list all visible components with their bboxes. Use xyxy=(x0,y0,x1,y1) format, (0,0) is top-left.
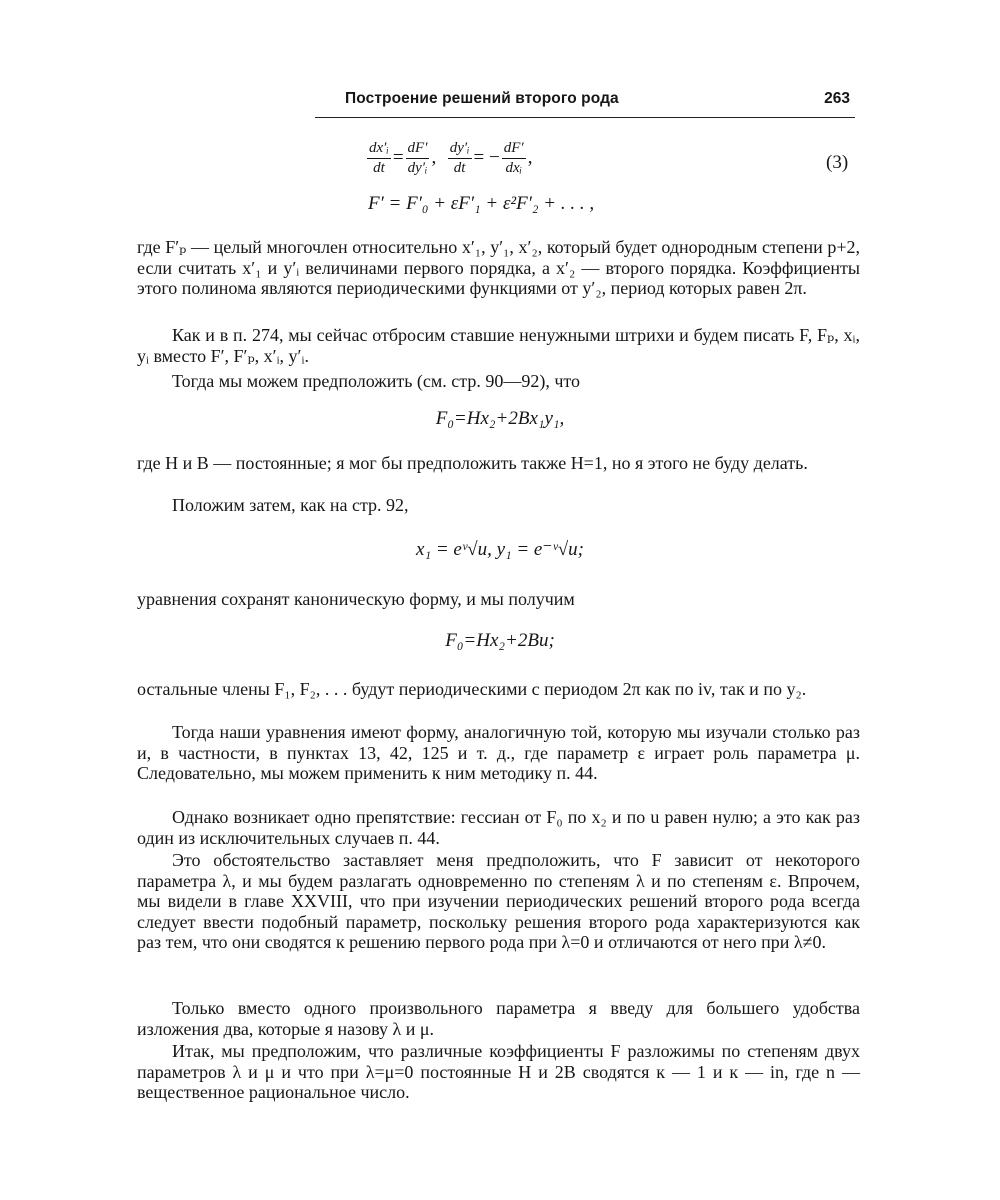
fraction xyxy=(367,140,391,177)
formula-substitution: x₁ = eᵛ√u, y₁ = e⁻ᵛ√u; xyxy=(416,539,584,560)
fraction-denominator: dy′ᵢ xyxy=(407,160,428,176)
formula-f0-second: F₀=Hx₂+2Bu; xyxy=(445,630,555,651)
paragraph: Только вместо одного произвольного параметра я введу для большего удобства изложения два, которые я назову λ и μ. xyxy=(137,998,860,1039)
equation-3-line-2: F′ = F′₀ + εF′₁ + ε²F′₂ + . . . , xyxy=(368,193,595,214)
paragraph: Положим затем, как на стр. 92, xyxy=(172,495,409,515)
equation-3-line-1: $\frac{\text{dx′ᵢ}}{dt}$ = $\frac{dF'}{\text{dy′ᵢ}}$ , $\frac{\text{dy′ᵢ}}{dt}$ = − $\frac{dF'}{\text{dxᵢ}}$ , xyxy=(369,140,533,176)
paragraph: Итак, мы предположим, что различные коэффициенты F разложимы по степеням двух параметров λ и μ и что при λ=μ=0 постоянные H и 2B сводятся к — 1 и к — in, где n — вещественное рациональное число. xyxy=(137,1041,860,1103)
paragraph: Тогда наши уравнения имеют форму, аналогичную той, которую мы изучали столько раз и, в частности, в пунктах 13, 42, 125 и т. д., где параметр ε играет роль параметра μ. Следовательно, мы можем применить к ним методику п. 44. xyxy=(137,722,860,784)
paragraph: Как и в п. 274, мы сейчас отбросим ставшие ненужными штрихи и будем писать F, Fₚ, xᵢ, yᵢ вместо F′, F′ₚ, x′ᵢ, y′ᵢ. xyxy=(137,325,860,366)
formula-f0: F₀=Hx₂+2Bx₁y₁, xyxy=(435,408,565,429)
fraction-numerator: dF′ xyxy=(502,140,526,159)
fraction-numerator: dF′ xyxy=(406,140,430,159)
paragraph: Тогда мы можем предположить (см. стр. 90—92), что xyxy=(172,371,581,391)
paragraph: уравнения сохранят каноническую форму, и мы получим xyxy=(137,589,575,609)
fraction xyxy=(406,140,430,177)
equation-number: (3) xyxy=(826,152,849,173)
fraction xyxy=(502,140,526,177)
running-header xyxy=(345,90,850,114)
fraction-denominator: dxᵢ xyxy=(505,160,522,176)
paragraph: где F′ₚ — целый многочлен относительно x′₁, y′₁, x′₂, который будет однородным степени p+2, если считать x′₁ и y′ᵢ величинами первого порядка, а x′₂ — второго порядка. Коэффициенты этого полинома являются периодическими функциями от y′₂, период которых равен 2π. xyxy=(137,237,860,299)
paragraph: Однако возникает одно препятствие: гессиан от F₀ по x₂ и по u равен нулю; а это как раз один из исключительных случаев п. 44. xyxy=(137,807,860,848)
header-rule xyxy=(315,117,855,118)
fraction-denominator: dt xyxy=(453,160,466,176)
paragraph: остальные члены F₁, F₂, . . . будут периодическими с периодом 2π как по iv, так и по y₂. xyxy=(137,679,807,699)
paragraph: Это обстоятельство заставляет меня предположить, что F зависит от некоторого параметра λ, и мы будем разлагать одновременно по степеням λ и по степеням ε. Впрочем, мы видели в главе XXVIII, что при изучении периодических решений второго рода всегда следует ввести подобный параметр, поскольку решения второго рода характеризуются как раз тем, что они сводятся к решению первого рода при λ=0 и отличаются от него при λ≠0. xyxy=(137,850,860,953)
fraction-numerator: dx′ᵢ xyxy=(367,140,391,159)
running-title: Построение решений второго рода xyxy=(345,90,619,107)
paragraph: где H и B — постоянные; я мог бы предположить также H=1, но я этого не буду делать. xyxy=(137,453,808,473)
fraction-numerator: dy′ᵢ xyxy=(448,140,472,159)
page-number: 263 xyxy=(824,90,850,107)
fraction xyxy=(448,140,472,177)
fraction-denominator: dt xyxy=(373,160,385,176)
